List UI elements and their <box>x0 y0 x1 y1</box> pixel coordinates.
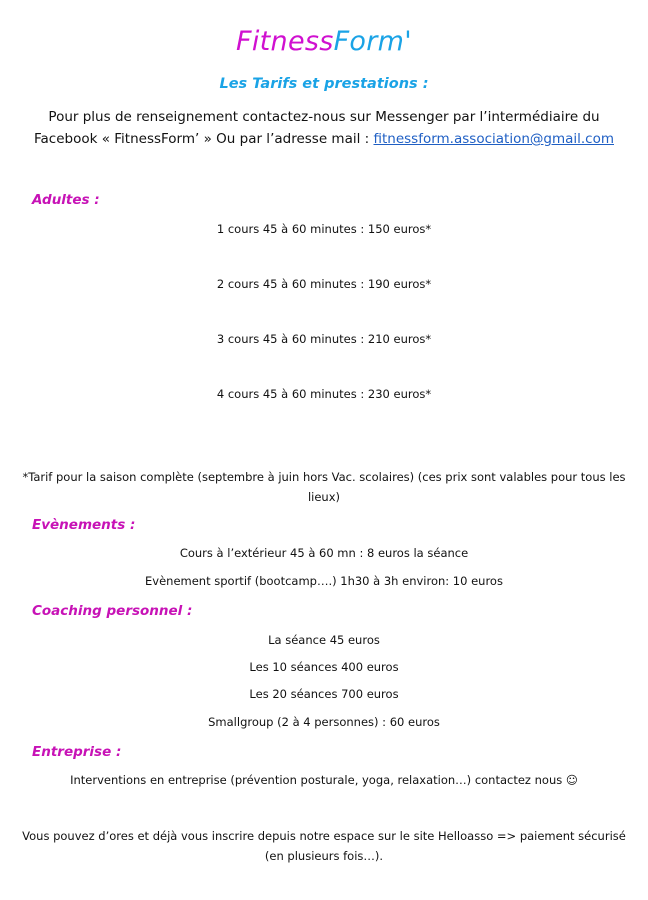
section-title-coaching: Coaching personnel : <box>32 603 193 619</box>
brand-part-fitness: Fitness <box>236 26 334 57</box>
event-line-2: Evènement sportif (bootcamp….) 1h30 à 3h environ: 10 euros <box>145 574 503 588</box>
page-subtitle: Les Tarifs et prestations : <box>219 76 429 92</box>
section-title-adultes: Adultes : <box>32 192 100 208</box>
adult-price-4: 4 cours 45 à 60 minutes : 230 euros* <box>216 387 432 401</box>
intro-paragraph <box>0 106 648 150</box>
coaching-line-2: Les 10 séances 400 euros <box>249 660 399 674</box>
tariff-footnote: *Tarif pour la saison complète (septembre à juin hors Vac. scolaires) (ces prix sont valables pour tous les lieux) <box>22 470 626 504</box>
brand-title <box>0 26 648 57</box>
coaching-line-3: Les 20 séances 700 euros <box>249 687 399 701</box>
adult-price-2: 2 cours 45 à 60 minutes : 190 euros* <box>216 277 432 291</box>
adult-price-3: 3 cours 45 à 60 minutes : 210 euros* <box>216 332 432 346</box>
section-title-evenements: Evènements : <box>32 517 136 533</box>
coaching-line-4: Smallgroup (2 à 4 personnes) : 60 euros <box>208 715 440 729</box>
brand-part-form: Form' <box>333 26 412 57</box>
intro-line-2 <box>0 128 648 150</box>
section-title-entreprise: Entreprise : <box>32 744 122 760</box>
adult-price-1: 1 cours 45 à 60 minutes : 150 euros* <box>216 222 432 236</box>
intro-line-1: Pour plus de renseignement contactez-nous sur Messenger par l’intermédiaire du <box>48 109 600 125</box>
event-line-1: Cours à l’extérieur 45 à 60 mn : 8 euros la séance <box>179 546 469 560</box>
coaching-line-1: La séance 45 euros <box>268 633 380 647</box>
closing-note: Vous pouvez d’ores et déjà vous inscrire depuis notre espace sur le site Helloasso => paiement sécurisé (en plusieurs fois…). <box>22 829 626 863</box>
company-line: Interventions en entreprise (prévention posturale, yoga, relaxation…) contactez nous ☺ <box>70 773 578 787</box>
intro-line-2-prefix: Facebook « FitnessForm’ » Ou par l’adresse mail : <box>33 131 374 147</box>
email-link[interactable]: fitnessform.association@gmail.com <box>373 131 614 147</box>
